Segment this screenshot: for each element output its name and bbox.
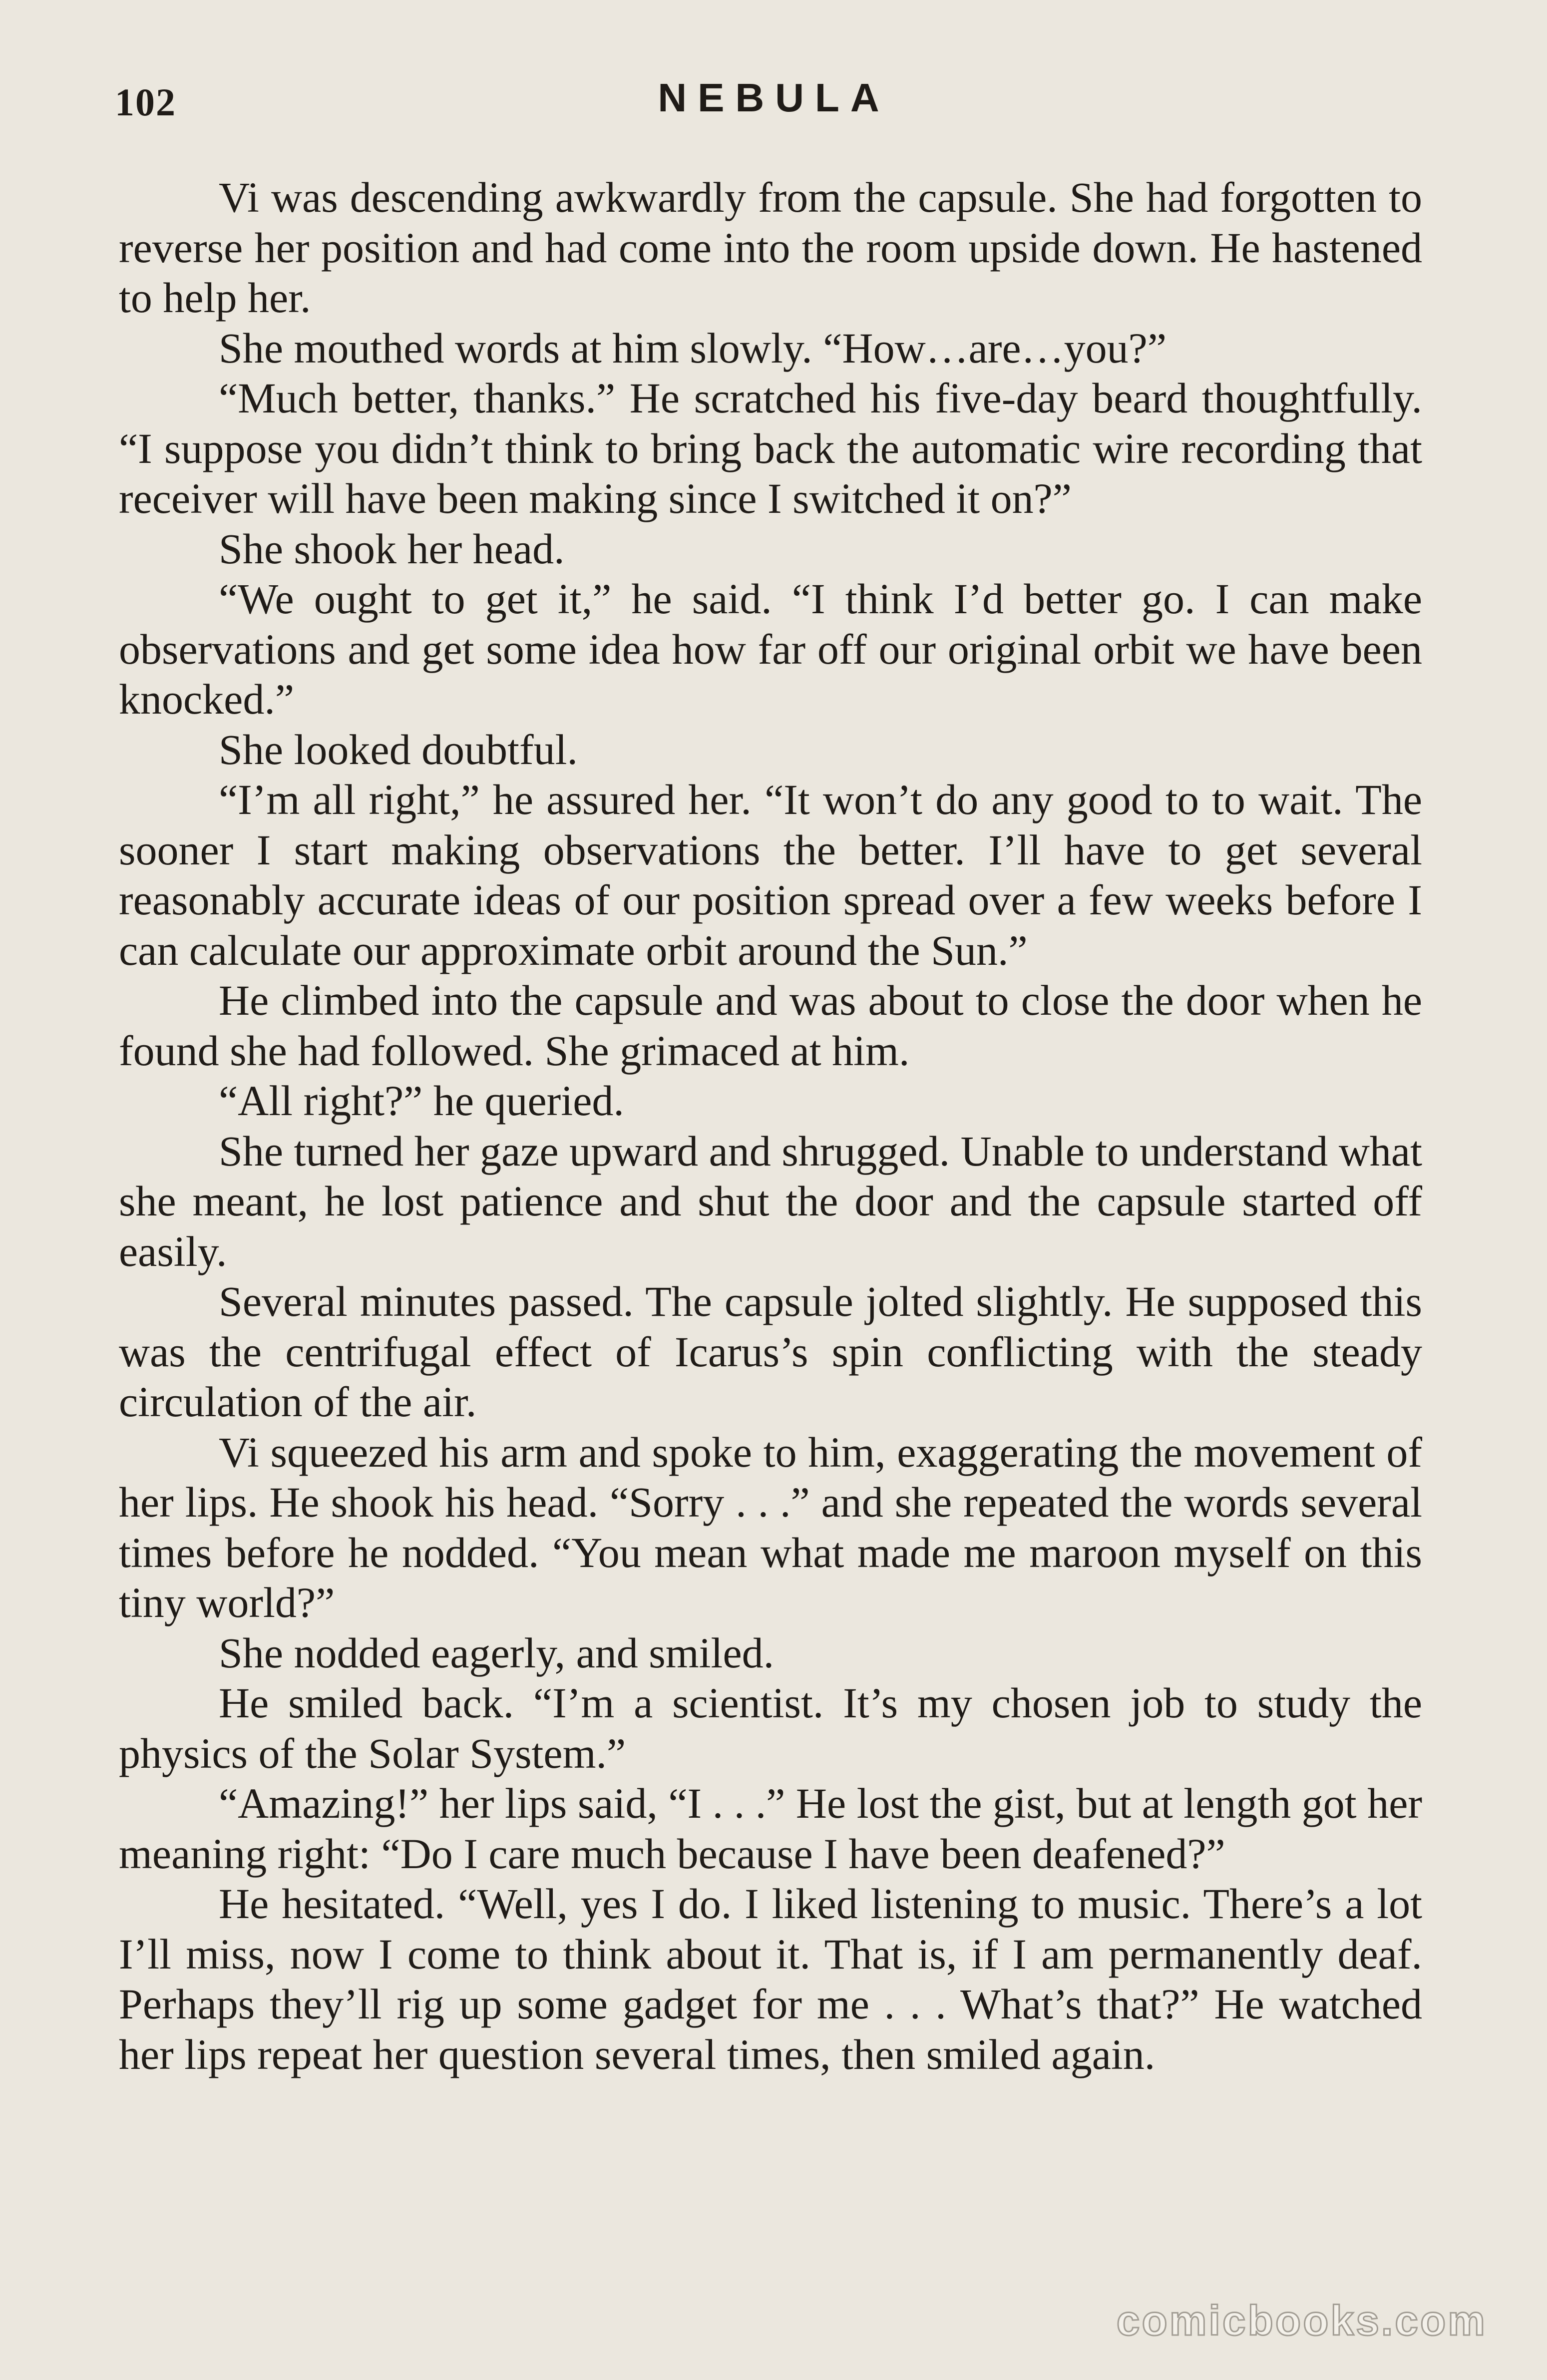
paragraph: She turned her gaze upward and shrugged. Unable to understand what she meant, he lost patience and shut the door and the capsule started off easily. <box>119 1127 1422 1275</box>
paragraph: “We ought to get it,” he said. “I think I’d better go. I can make observations and get some idea how far off our original orbit we have been knocked.” <box>119 575 1422 723</box>
page-number: 102 <box>115 80 176 124</box>
paragraph: Vi squeezed his arm and spoke to him, exaggerating the movement of her lips. He shook his head. “Sorry . . .” and she repeated the words several times before he nodded. “You mean what made me maroon myself on this tiny world?” <box>119 1428 1422 1626</box>
paragraph: She mouthed words at him slowly. “How…are…you?” <box>219 324 1167 372</box>
story-text <box>119 172 1422 2079</box>
paragraph: He smiled back. “I’m a scientist. It’s my chosen job to study the physics of the Solar System.” <box>119 1679 1422 1777</box>
running-head-title: NEBULA <box>658 75 890 120</box>
paragraph: She shook her head. <box>219 524 565 573</box>
paragraph: He climbed into the capsule and was about to close the door when he found she had followed. She grimaced at him. <box>119 976 1422 1075</box>
paragraph: “I’m all right,” he assured her. “It won’t do any good to to wait. The sooner I start making observations the better. I’ll have to get several reasonably accurate ideas of our position spread over a few weeks before I can calculate our approximate orbit around the Sun.” <box>119 776 1422 974</box>
paragraph: Vi was descending awkwardly from the capsule. She had forgotten to reverse her position and had come into the room upside down. He hastened to help her. <box>119 173 1422 322</box>
site-watermark: comicbooks.com <box>1116 2297 1487 2344</box>
paragraph: She nodded eagerly, and smiled. <box>219 1628 774 1677</box>
paragraph: She looked doubtful. <box>219 725 578 774</box>
paragraph: Several minutes passed. The capsule jolted slightly. He supposed this was the centrifugal effect of Icarus’s spin conflicting with the steady circulation of the air. <box>119 1277 1422 1426</box>
paragraph: He hesitated. “Well, yes I do. I liked listening to music. There’s a lot I’ll miss, now I come to think about it. That is, if I am permanently deaf. Perhaps they’ll rig up some gadget for me . . . What’s that?” He watched her lips repeat her question several times, then smiled again. <box>119 1880 1422 2078</box>
paragraph: “All right?” he queried. <box>219 1077 624 1125</box>
paragraph: “Amazing!” her lips said, “I . . .” He lost the gist, but at length got her meaning right: “Do I care much because I have been deafened?” <box>119 1779 1422 1878</box>
page-header <box>115 75 1433 135</box>
paragraph: “Much better, thanks.” He scratched his five-day beard thoughtfully. “I suppose you didn’t think to bring back the automatic wire recording that receiver will have been making since I switched it on?” <box>119 374 1422 522</box>
